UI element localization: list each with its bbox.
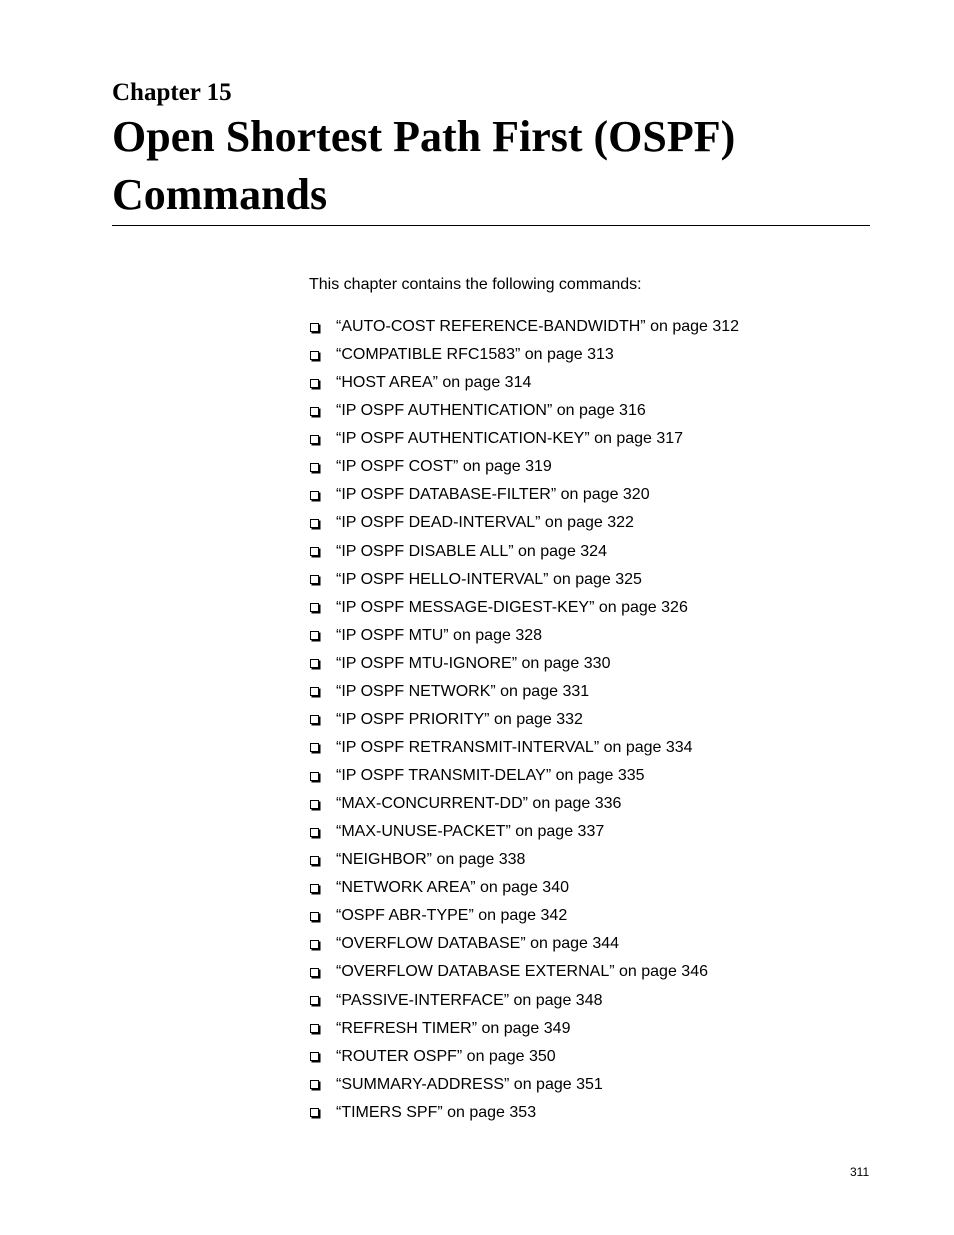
list-item[interactable] [309,818,739,846]
list-item[interactable] [309,678,739,706]
command-link[interactable]: “MAX-UNUSE-PACKET” on page 337 [336,823,605,841]
command-link[interactable]: “OVERFLOW DATABASE” on page 344 [336,935,620,953]
list-item[interactable] [309,622,739,650]
command-link[interactable]: “IP OSPF AUTHENTICATION” on page 316 [336,402,646,420]
checkbox-bullet-icon [310,743,319,752]
checkbox-bullet-icon [310,1108,319,1117]
checkbox-bullet-icon [310,856,319,865]
list-item[interactable] [309,958,739,986]
command-link[interactable]: “AUTO-COST REFERENCE-BANDWIDTH” on page 312 [336,318,740,336]
list-item[interactable] [309,790,739,818]
checkbox-bullet-icon [310,1024,319,1033]
command-list [309,313,739,1127]
list-item[interactable] [309,509,739,537]
command-link[interactable]: “IP OSPF PRIORITY” on page 332 [336,710,583,728]
list-item[interactable] [309,594,739,622]
list-item[interactable] [309,566,739,594]
page-title: Open Shortest Path First (OSPF) Commands [112,112,736,219]
command-link[interactable]: “OSPF ABR-TYPE” on page 342 [336,907,568,925]
command-link[interactable]: “IP OSPF TRANSMIT-DELAY” on page 335 [336,767,645,785]
checkbox-bullet-icon [310,772,319,781]
list-item[interactable] [309,874,739,902]
list-item[interactable] [309,341,739,369]
checkbox-bullet-icon [310,715,319,724]
command-link[interactable]: “IP OSPF COST” on page 319 [336,458,552,476]
command-link[interactable]: “TIMERS SPF” on page 353 [336,1103,537,1121]
list-item[interactable] [309,1015,739,1043]
command-link[interactable]: “IP OSPF NETWORK” on page 331 [336,682,590,700]
checkbox-bullet-icon [310,800,319,809]
command-link[interactable]: “HOST AREA” on page 314 [336,374,532,392]
command-link[interactable]: “IP OSPF MTU-IGNORE” on page 330 [336,654,611,672]
command-link[interactable]: “MAX-CONCURRENT-DD” on page 336 [336,795,622,813]
list-item[interactable] [309,987,739,1015]
list-item[interactable] [309,846,739,874]
command-link[interactable]: “ROUTER OSPF” on page 350 [336,1047,556,1065]
command-link[interactable]: “REFRESH TIMER” on page 349 [336,1019,571,1037]
checkbox-bullet-icon [310,463,319,472]
checkbox-bullet-icon [310,631,319,640]
title-divider [112,225,870,226]
list-item[interactable] [309,930,739,958]
checkbox-bullet-icon [310,659,319,668]
checkbox-bullet-icon [310,884,319,893]
list-item[interactable] [309,538,739,566]
command-link[interactable]: “IP OSPF MTU” on page 328 [336,626,543,644]
checkbox-bullet-icon [310,323,319,332]
command-link[interactable]: “SUMMARY-ADDRESS” on page 351 [336,1075,603,1093]
list-item[interactable] [309,734,739,762]
command-link[interactable]: “IP OSPF RETRANSMIT-INTERVAL” on page 334 [336,738,693,756]
checkbox-bullet-icon [310,491,319,500]
checkbox-bullet-icon [310,828,319,837]
list-item[interactable] [309,762,739,790]
checkbox-bullet-icon [310,687,319,696]
command-link[interactable]: “COMPATIBLE RFC1583” on page 313 [336,346,614,364]
command-link[interactable]: “OVERFLOW DATABASE EXTERNAL” on page 346 [336,963,708,981]
list-item[interactable] [309,481,739,509]
command-link[interactable]: “NETWORK AREA” on page 340 [336,879,569,897]
list-item[interactable] [309,902,739,930]
checkbox-bullet-icon [310,519,319,528]
list-item[interactable] [309,397,739,425]
command-link[interactable]: “IP OSPF AUTHENTICATION-KEY” on page 317 [336,430,684,448]
checkbox-bullet-icon [310,1080,319,1089]
list-item[interactable] [309,369,739,397]
list-item[interactable] [309,313,739,341]
command-link[interactable]: “IP OSPF HELLO-INTERVAL” on page 325 [336,570,642,588]
command-link[interactable]: “IP OSPF MESSAGE-DIGEST-KEY” on page 326 [336,598,688,616]
checkbox-bullet-icon [310,547,319,556]
chapter-label: Chapter 15 [112,79,232,106]
list-item[interactable] [309,650,739,678]
list-item[interactable] [309,1043,739,1071]
intro-text: This chapter contains the following commands: [309,276,642,293]
page-number: 311 [850,1165,870,1179]
checkbox-bullet-icon [310,940,319,949]
checkbox-bullet-icon [310,575,319,584]
checkbox-bullet-icon [310,912,319,921]
command-link[interactable]: “IP OSPF DISABLE ALL” on page 324 [336,542,607,560]
list-item[interactable] [309,453,739,481]
checkbox-bullet-icon [310,996,319,1005]
checkbox-bullet-icon [310,603,319,612]
checkbox-bullet-icon [310,351,319,360]
command-link[interactable]: “IP OSPF DATABASE-FILTER” on page 320 [336,486,650,504]
list-item[interactable] [309,1099,739,1127]
checkbox-bullet-icon [310,968,319,977]
checkbox-bullet-icon [310,1052,319,1061]
list-item[interactable] [309,706,739,734]
command-link[interactable]: “IP OSPF DEAD-INTERVAL” on page 322 [336,514,634,532]
checkbox-bullet-icon [310,407,319,416]
checkbox-bullet-icon [310,435,319,444]
command-link[interactable]: “PASSIVE-INTERFACE” on page 348 [336,991,603,1009]
command-link[interactable]: “NEIGHBOR” on page 338 [336,851,526,869]
list-item[interactable] [309,1071,739,1099]
list-item[interactable] [309,425,739,453]
checkbox-bullet-icon [310,379,319,388]
